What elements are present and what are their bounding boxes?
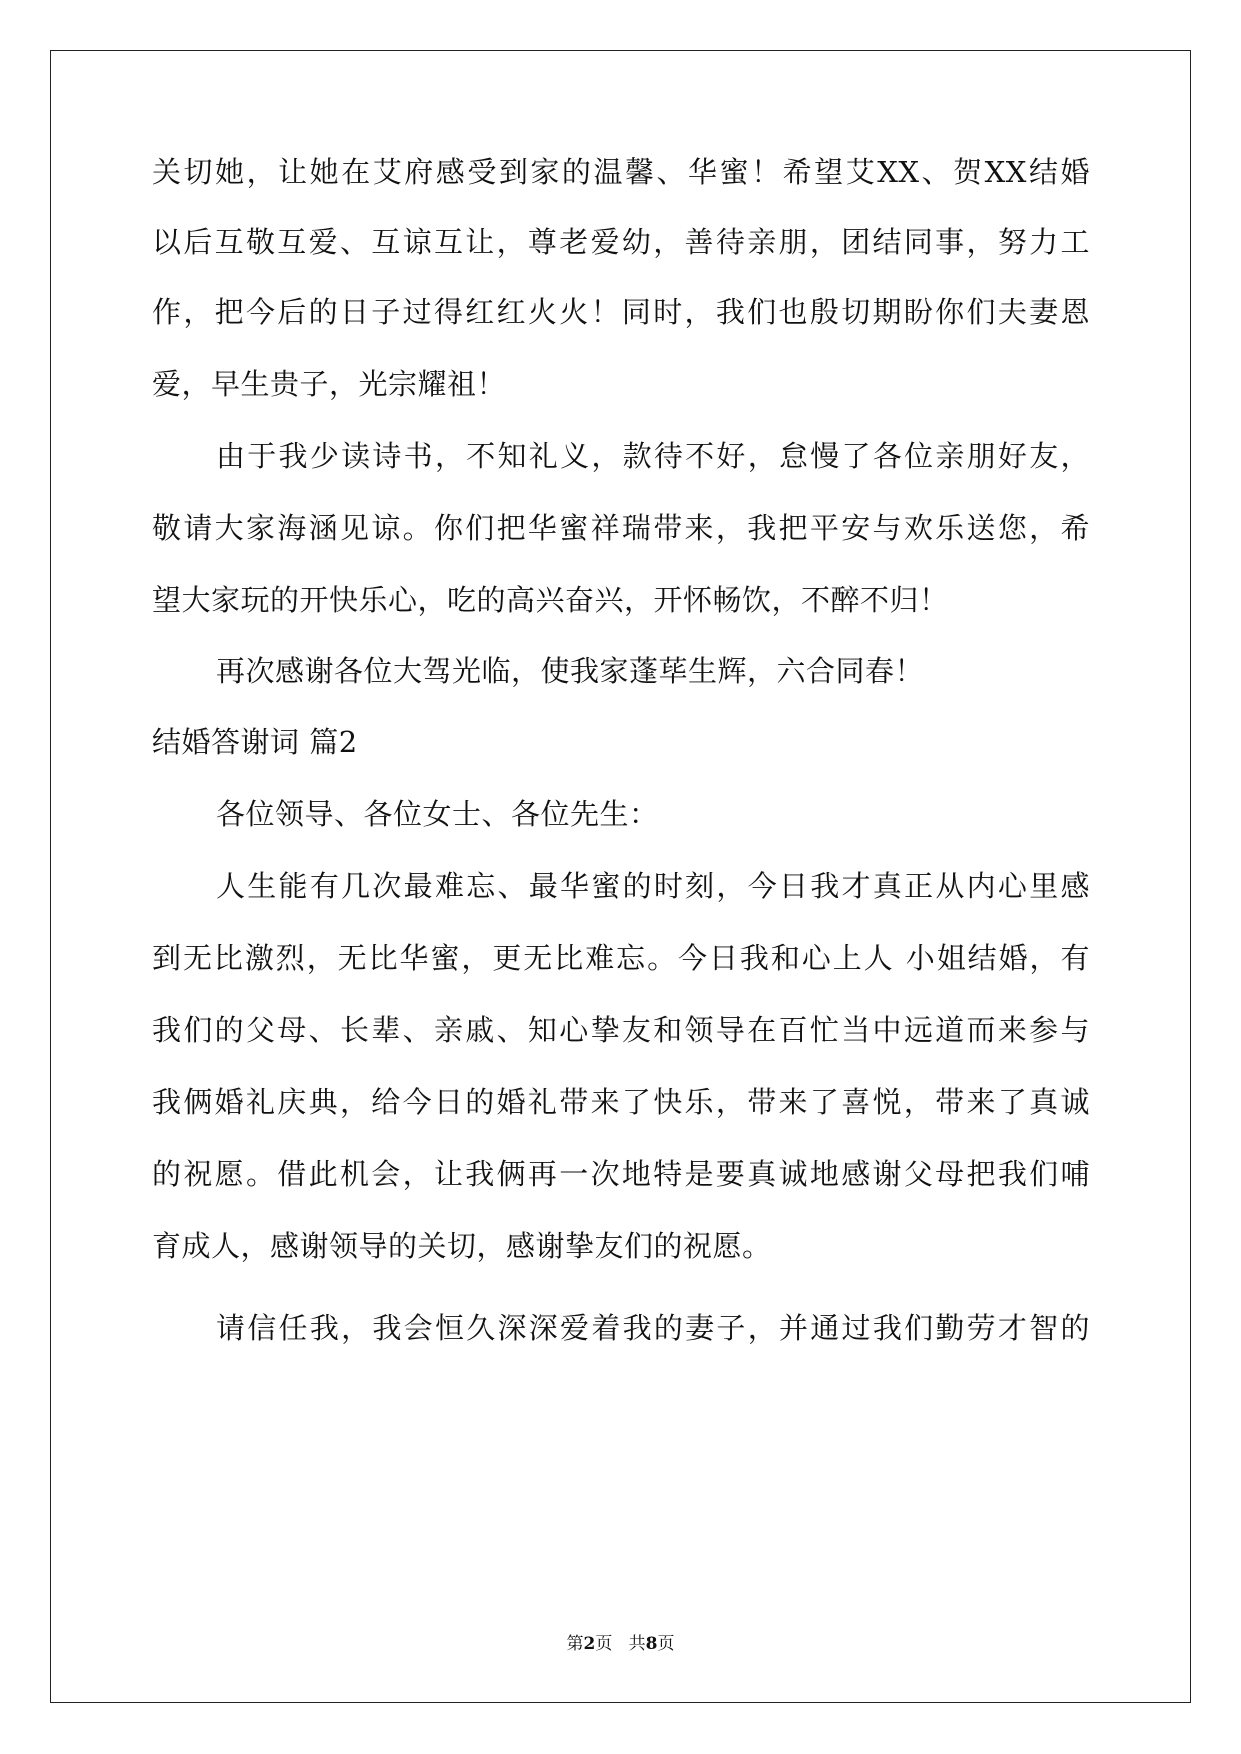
total-pages: 8 (645, 1634, 658, 1654)
page-prefix: 第 (566, 1634, 584, 1654)
paragraph-first-line: 由于我少读诗书，不知礼义，款待不好，怠慢了各位亲朋好友， (216, 439, 1090, 473)
body-text-line: 关切她，让她在艾府感受到家的温馨、华蜜！希望艾XX、贺XX结婚 (152, 155, 1090, 189)
body-text-line: 以后互敬互爱、互谅互让，尊老爱幼，善待亲朋，团结同事，努力工 (152, 225, 1090, 259)
body-text-line: 育成人，感谢领导的关切，感谢挚友们的祝愿。 (152, 1229, 772, 1263)
page-number: 2 (583, 1634, 596, 1654)
paragraph-first-line: 人生能有几次最难忘、最华蜜的时刻，今日我才真正从内心里感 (216, 869, 1090, 903)
body-text-line: 到无比激烈，无比华蜜，更无比难忘。今日我和心上人 小姐结婚，有 (152, 941, 1090, 975)
body-text-line: 爱，早生贵子，光宗耀祖！ (152, 367, 507, 401)
page-suffix: 页 (595, 1634, 613, 1654)
page-footer (0, 1632, 1241, 1656)
section-heading: 结婚答谢词 篇2 (152, 725, 358, 759)
salutation-line: 各位领导、各位女士、各位先生： (216, 797, 659, 831)
body-text-line: 的祝愿。借此机会，让我俩再一次地特是要真诚地感谢父母把我们哺 (152, 1157, 1090, 1191)
paragraph-first-line: 再次感谢各位大驾光临，使我家蓬荜生辉，六合同春！ (216, 654, 925, 688)
paragraph-first-line: 请信任我，我会恒久深深爱着我的妻子，并通过我们勤劳才智的 (216, 1311, 1090, 1345)
body-text-line: 我俩婚礼庆典，给今日的婚礼带来了快乐，带来了喜悦，带来了真诚 (152, 1085, 1090, 1119)
total-prefix: 共 (628, 1634, 646, 1654)
body-text-line: 我们的父母、长辈、亲戚、知心挚友和领导在百忙当中远道而来参与 (152, 1013, 1090, 1047)
body-text-line: 敬请大家海涵见谅。你们把华蜜祥瑞带来，我把平安与欢乐送您，希 (152, 511, 1090, 545)
body-text-line: 望大家玩的开快乐心，吃的高兴奋兴，开怀畅饮，不醉不归！ (152, 583, 949, 617)
body-text-line: 作，把今后的日子过得红红火火！同时，我们也殷切期盼你们夫妻恩 (152, 295, 1090, 329)
total-suffix: 页 (657, 1634, 675, 1654)
